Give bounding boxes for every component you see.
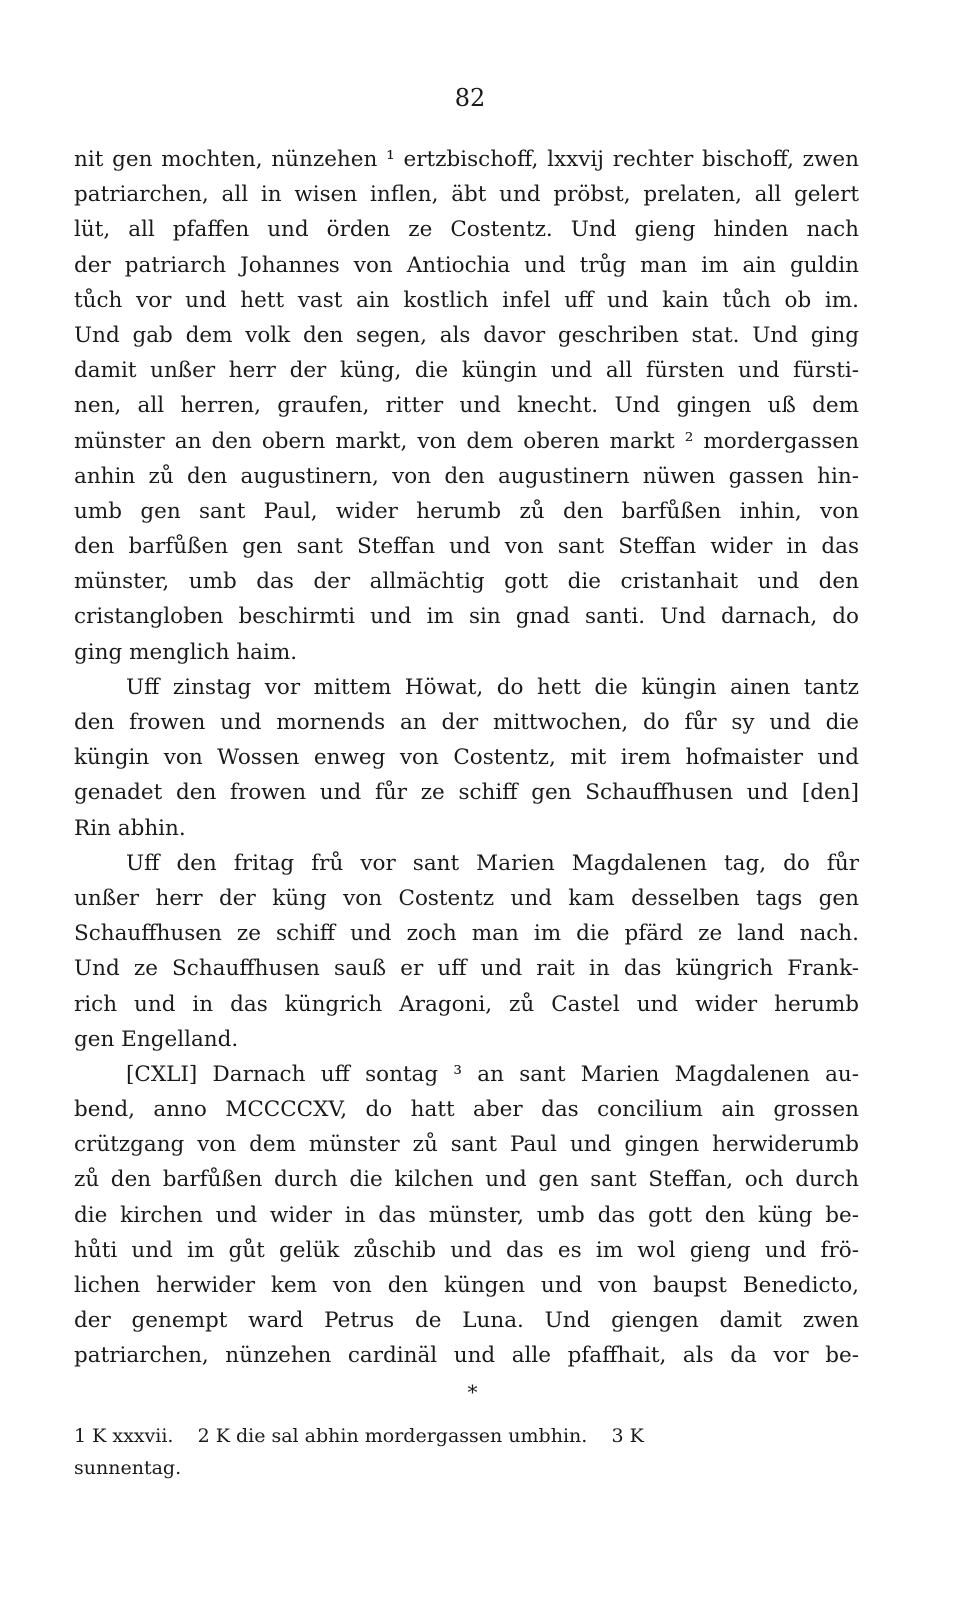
footnote-line: sunnentag. (74, 1457, 182, 1479)
text-line: lüt, all pfaffen und örden ze Costentz. Und gieng hinden nach (74, 217, 859, 243)
text-line: patriarchen, nünzehen cardinäl und alle pfaffhait, als da vor be- (74, 1343, 859, 1369)
text-line: Uff den fritag frů vor sant Marien Magdalenen tag, do fůr (126, 850, 859, 876)
text-line: cristangloben beschirmti und im sin gnad santi. Und darnach, do (74, 604, 859, 630)
text-line: münster an den obern markt, von dem oberen markt ² mordergassen (74, 428, 859, 454)
text-line: ging menglich haim. (74, 639, 298, 665)
text-line: hůti und im gůt gelük zůschib und das es im wol gieng und frö- (74, 1237, 859, 1263)
text-line: lichen herwider kem von den küngen und von baupst Benedicto, (74, 1273, 859, 1298)
text-line: tůch vor und hett vast ain kostlich infel uff und kain tůch ob im. (74, 287, 859, 313)
text-line: bend, anno MCCCCXV, do hatt aber das concilium ain grossen (74, 1097, 859, 1123)
text-line: unßer herr der küng von Costentz und kam desselben tags gen (74, 885, 859, 911)
text-line: gen Engelland. (74, 1026, 239, 1052)
footnote-line: 1 K xxxvii. 2 K die sal abhin mordergassen umbhin. 3 K (74, 1425, 644, 1447)
text-line: münster, umb das der allmächtig gott die cristanhait und den (74, 569, 859, 595)
body-text (74, 142, 859, 1374)
text-line: nit gen mochten, nünzehen ¹ ertzbischoff, lxxvij rechter bischoff, zwen (74, 147, 859, 172)
page-number: 82 (454, 84, 486, 112)
text-line: küngin von Wossen enweg von Costentz, mit irem hofmaister und (74, 745, 859, 771)
footnote-divider: * (467, 1380, 478, 1404)
text-line: den frowen und mornends an der mittwochen, do fůr sy und die (74, 710, 859, 735)
text-line: Rin abhin. (74, 815, 186, 841)
text-line: anhin zů den augustinern, von den augustinern nüwen gassen hin- (74, 463, 859, 489)
text-line: den barfůßen gen sant Steffan und von sant Steffan wider in das (74, 534, 859, 560)
text-line: Und gab dem volk den segen, als davor geschriben stat. Und ging (74, 322, 859, 348)
footnotes (74, 1420, 864, 1484)
text-line: rich und in das küngrich Aragoni, zů Castel und wider herumb (74, 991, 859, 1017)
text-line: crützgang von dem münster zů sant Paul und gingen herwiderumb (74, 1132, 859, 1158)
text-line: umb gen sant Paul, wider herumb zů den barfůßen inhin, von (74, 498, 859, 524)
text-line: nen, all herren, graufen, ritter und knecht. Und gingen uß dem (74, 393, 859, 419)
text-line: Und ze Schauffhusen sauß er uff und rait in das küngrich Frank- (74, 956, 859, 982)
text-line: patriarchen, all in wisen inflen, äbt und pröbst, prelaten, all gelert (74, 182, 859, 208)
text-line: damit unßer herr der küng, die küngin und all fürsten und fürsti- (74, 358, 859, 384)
text-line: [CXLI] Darnach uff sontag ³ an sant Marien Magdalenen au- (126, 1061, 859, 1087)
text-line: genadet den frowen und fůr ze schiff gen Schauffhusen und [den] (74, 780, 859, 806)
text-line: Uff zinstag vor mittem Höwat, do hett die küngin ainen tantz (126, 674, 859, 700)
text-line: zů den barfůßen durch die kilchen und gen sant Steffan, och durch (74, 1167, 859, 1193)
text-line: der patriarch Johannes von Antiochia und trůg man im ain guldin (74, 252, 859, 278)
text-line: Schauffhusen ze schiff und zoch man im die pfärd ze land nach. (74, 921, 859, 947)
text-line: die kirchen und wider in das münster, umb das gott den küng be- (74, 1202, 859, 1228)
text-line: der genempt ward Petrus de Luna. Und giengen damit zwen (74, 1308, 859, 1334)
